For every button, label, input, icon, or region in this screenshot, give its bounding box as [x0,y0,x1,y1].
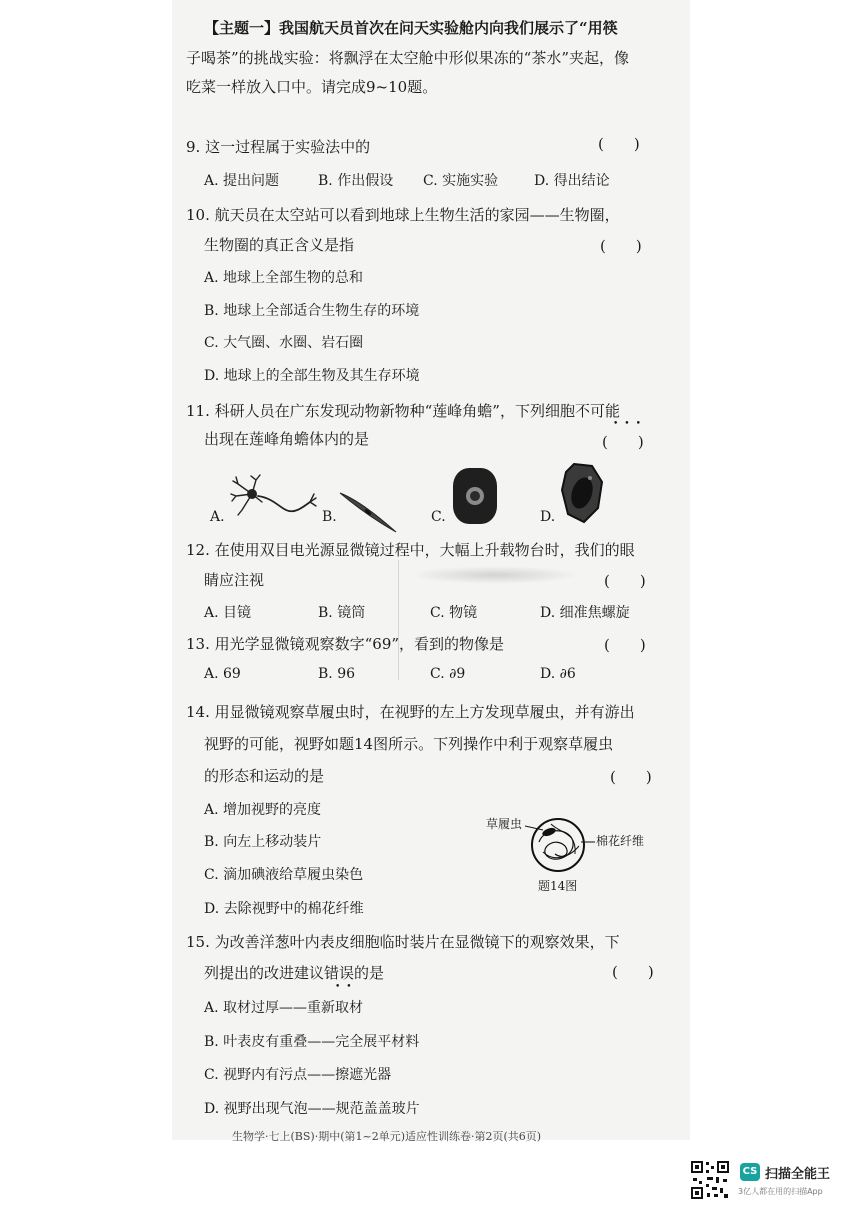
q12-stem-line-1: 12. 在使用双目电光源显微镜过程中，大幅上升载物台时，我们的眼 [186,541,635,559]
q15-option-c: C. 视野内有污点——擦遮光器 [204,1067,392,1083]
plant-cell-icon [560,462,604,524]
q10-stem-line-2: 生物圈的真正含义是指 [204,236,355,254]
scanner-logo: CS [740,1163,760,1181]
theme-intro-line-3: 吃菜一样放入口中。请完成9~10题。 [186,78,438,96]
theme-intro-line-1: 【主题一】我国航天员首次在问天实验舱内向我们展示了“用筷 [204,19,618,37]
q14-option-a: A. 增加视野的亮度 [204,802,322,818]
q12-option-d: D. 细准焦螺旋 [540,605,630,621]
q14-answer-paren: ( ) [610,768,652,786]
q15-answer-paren: ( ) [612,963,654,981]
q10-answer-paren: ( ) [600,237,642,255]
q15-stem-line-2: 列提出的改进建议错误的是 [204,964,385,982]
q11-stem-line-1: 11. 科研人员在广东发现动物新物种“莲峰角蟾”，下列细胞不可能 [186,402,620,420]
q12-answer-paren: ( ) [604,572,646,590]
q14-stem-line-3: 的形态和运动的是 [204,767,325,785]
q12-option-a: A. 目镜 [204,605,252,621]
q10-option-c: C. 大气圈、水圈、岩石圈 [204,335,364,351]
q12-option-b: B. 镜筒 [318,605,366,621]
q13-stem: 13. 用光学显微镜观察数字“69”，看到的物像是 [186,635,505,653]
fig14-caption: 题14图 [538,879,578,893]
q10-option-b: B. 地球上全部适合生物生存的环境 [204,303,420,319]
fig14-label-paramecium: 草履虫 [486,817,523,831]
q12-option-c: C. 物镜 [430,605,478,621]
theme-intro-line-2: 子喝茶”的挑战实验：将飘浮在太空舱中形似果冻的“茶水”夹起，像 [186,49,630,67]
q11-option-a-label: A. [210,509,225,525]
q14-option-c: C. 滴加碘液给草履虫染色 [204,867,364,883]
q11-option-c-label: C. [431,509,446,525]
q13-option-b: B. 96 [318,666,356,682]
page-footer: 生物学·七上(BS)·期中(第1~2单元)适应性训练卷·第2页(共6页) [232,1130,542,1143]
q13-option-a: A. 69 [204,666,241,682]
q9-option-c: C. 实施实验 [423,173,499,189]
q15-option-d: D. 视野出现气泡——规范盖盖玻片 [204,1101,420,1117]
q9-stem: 9. 这一过程属于实验法中的 [186,138,371,156]
q13-option-c: C. ∂9 [430,666,466,682]
q10-option-a: A. 地球上全部生物的总和 [204,270,364,286]
q10-stem-line-1: 10. 航天员在太空站可以看到地球上生物生活的家园——生物圈， [186,206,620,224]
q9-option-a: A. 提出问题 [204,173,280,189]
paper-fold-line [398,560,399,680]
q11-option-b-label: B. [322,509,337,525]
q11-answer-paren: ( ) [602,433,644,451]
scanner-tagline: 3亿人都在用的扫描App [738,1187,823,1196]
scanner-app-name: 扫描全能王 [765,1167,831,1182]
q9-option-b: B. 作出假设 [318,173,394,189]
q15-option-a: A. 取材过厚——重新取材 [204,1000,364,1016]
q10-option-d: D. 地球上的全部生物及其生存环境 [204,368,420,384]
q11-emphasis-dots: ••• [613,419,647,429]
q13-answer-paren: ( ) [604,636,646,654]
fig14-label-cotton-fiber: 棉花纤维 [596,834,645,848]
animal-cell-icon [450,465,500,527]
q9-option-d: D. 得出结论 [534,173,610,189]
q15-stem-line-1: 15. 为改善洋葱叶内表皮细胞临时装片在显微镜下的观察效果，下 [186,933,620,951]
qr-code-icon [690,1160,730,1200]
q14-option-d: D. 去除视野中的棉花纤维 [204,901,364,917]
q14-stem-line-2: 视野的可能，视野如题14图所示。下列操作中利于观察草履虫 [204,735,614,753]
q13-option-d: D. ∂6 [540,666,576,682]
q14-stem-line-1: 14. 用显微镜观察草履虫时，在视野的左上方发现草履虫，并有游出 [186,703,635,721]
q12-stem-line-2: 睛应注视 [204,571,265,589]
q11-stem-line-2: 出现在莲峰角蟾体内的是 [204,430,370,448]
scan-smudge [410,566,580,584]
microscope-field-figure [525,812,595,874]
muscle-cell-icon [338,490,398,535]
q15-option-b: B. 叶表皮有重叠——完全展平材料 [204,1034,420,1050]
neuron-icon [230,472,320,522]
q14-option-b: B. 向左上移动装片 [204,834,322,850]
q9-answer-paren: ( ) [598,135,640,153]
q15-emphasis-dots: •• [335,982,358,992]
q11-option-d-label: D. [540,509,556,525]
